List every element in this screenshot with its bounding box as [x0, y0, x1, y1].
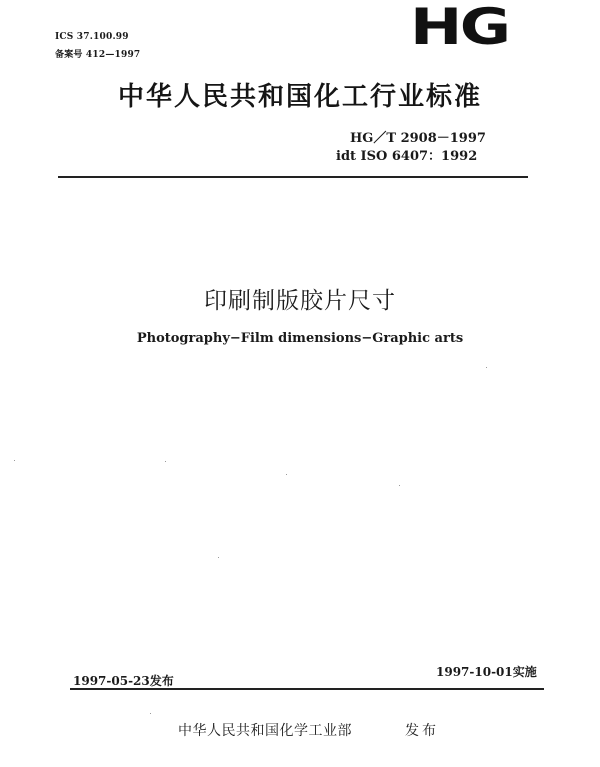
top-divider	[58, 176, 528, 178]
iso-equivalence: idt ISO 6407：1992	[336, 149, 478, 164]
scan-speck	[486, 367, 487, 368]
document-title: 印刷制版胶片尺寸	[204, 288, 396, 314]
scan-speck	[218, 557, 219, 558]
scan-speck	[399, 485, 400, 486]
scan-speck	[14, 460, 15, 461]
document-subtitle: Photography−Film dimensions−Graphic arts	[136, 331, 464, 346]
standard-title: 中华人民共和国化工行业标准	[117, 82, 482, 112]
scan-speck	[286, 474, 287, 475]
bottom-divider	[70, 688, 544, 690]
implementation-date: 1997-10-01实施	[436, 665, 537, 679]
scan-speck	[150, 713, 151, 714]
hg-logo: HG	[410, 0, 509, 56]
ics-code: ICS 37.100.99	[55, 32, 129, 42]
issue-date: 1997-05-23发布	[73, 674, 174, 688]
registration-number: 备案号 412—1997	[55, 50, 141, 60]
publish-label: 发布	[405, 723, 439, 739]
issuing-authority: 中华人民共和国化学工业部	[178, 723, 352, 739]
scan-speck	[165, 461, 166, 462]
standard-code: HG／T 2908－1997	[350, 131, 486, 146]
